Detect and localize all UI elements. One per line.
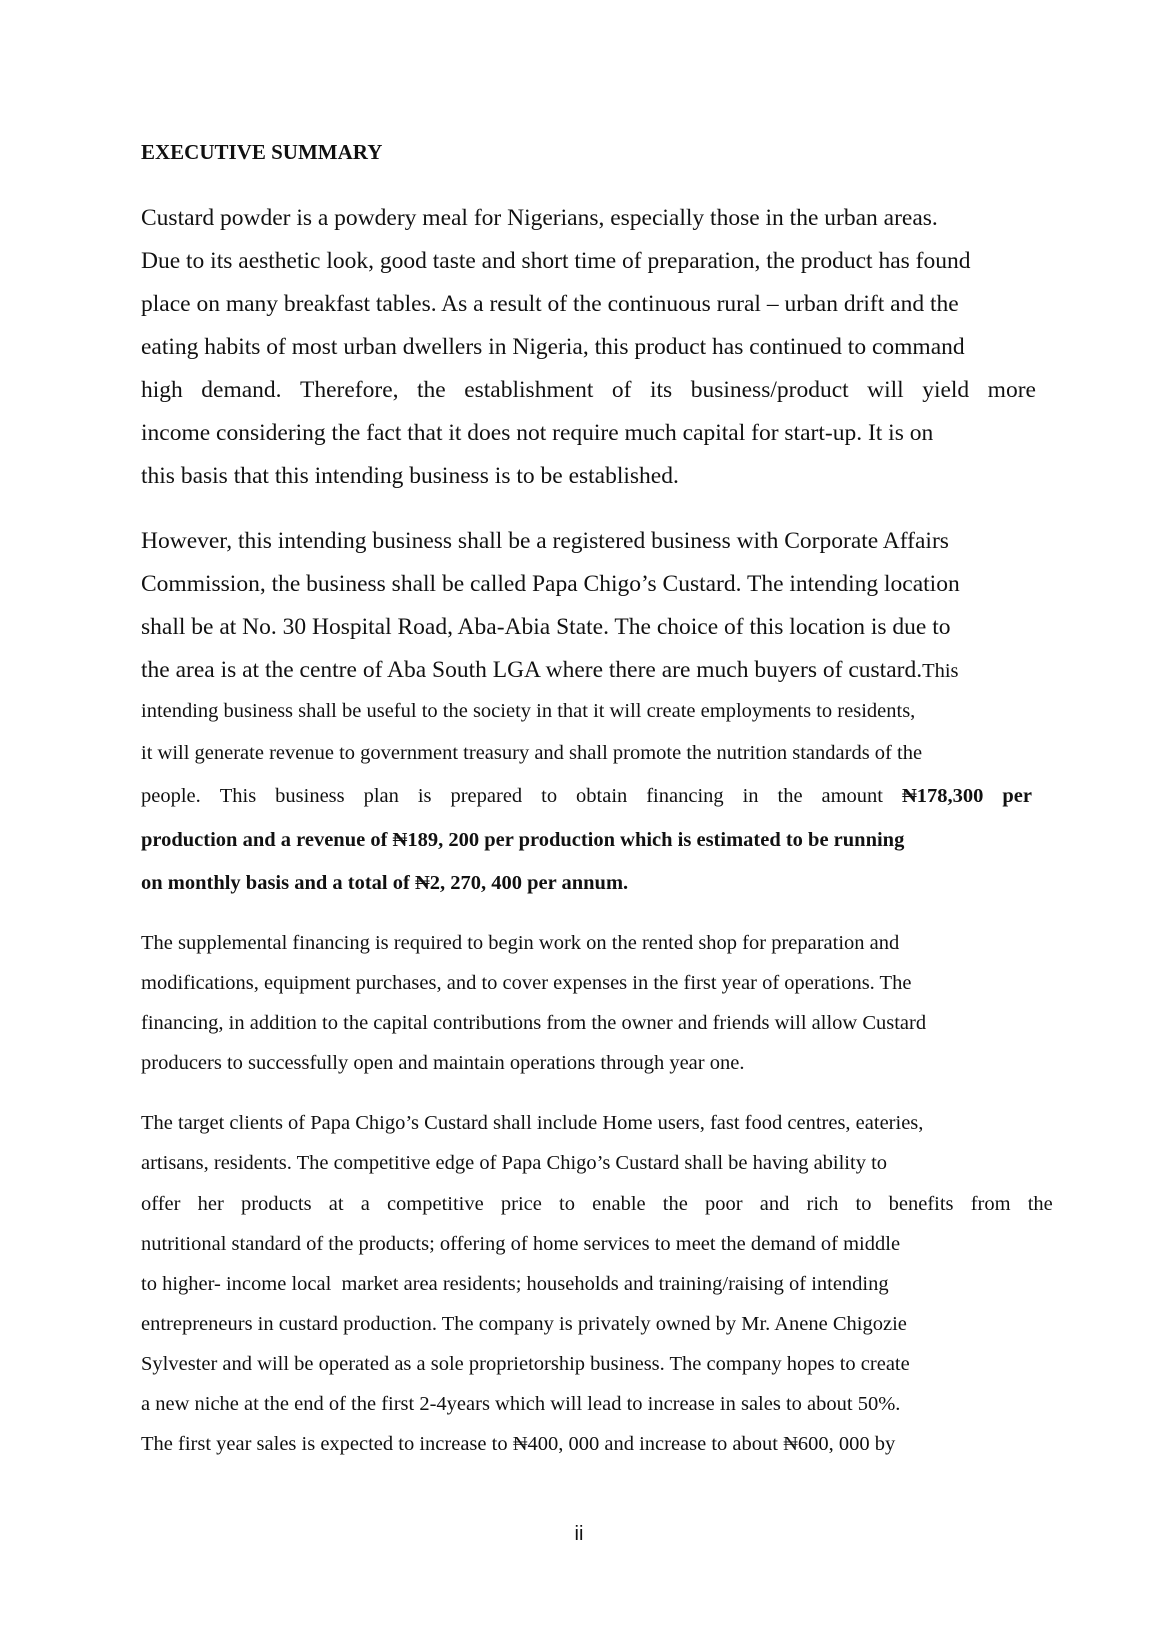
page-number: ii xyxy=(574,1523,584,1545)
text-line: nutritional standard of the products; offering of home services to meet the demand of middle xyxy=(141,1233,901,1255)
word: competitive xyxy=(386,1193,484,1215)
word: offer xyxy=(141,1193,181,1215)
word: poor xyxy=(705,1193,743,1215)
text-line-bold: production and a revenue of ₦189, 200 per production which is estimated to be running xyxy=(141,829,905,851)
text-line-bold: on monthly basis and a total of ₦2, 270, 400 per annum. xyxy=(141,872,629,894)
word: benefits xyxy=(888,1193,954,1215)
word: more xyxy=(987,377,1036,403)
word: price xyxy=(500,1193,542,1215)
word: a xyxy=(360,1193,370,1215)
word: business xyxy=(275,785,345,807)
text-line: income considering the fact that it does not require much capital for start-up. It is on xyxy=(141,420,934,446)
text-line: However, this intending business shall be a registered business with Corporate Affairs xyxy=(141,528,949,554)
text-line: Due to its aesthetic look, good taste and short time of preparation, the product has found xyxy=(141,248,971,274)
text-line: modifications, equipment purchases, and to cover expenses in the first year of operations. The xyxy=(141,972,912,994)
word: amount xyxy=(821,785,884,807)
text-line: artisans, residents. The competitive edge of Papa Chigo’s Custard shall be having ability to xyxy=(141,1152,888,1174)
word: yield xyxy=(922,377,970,403)
word: its xyxy=(649,377,673,403)
amount-bold: ₦178,300 xyxy=(901,785,984,807)
text-segment: This xyxy=(922,660,959,682)
text-line: Sylvester and will be operated as a sole proprietorship business. The company hopes to create xyxy=(141,1353,910,1375)
text-line: intending business shall be useful to the society in that it will create employments to residents, xyxy=(141,700,916,722)
word: obtain xyxy=(576,785,628,807)
word: at xyxy=(328,1193,344,1215)
word: rich xyxy=(806,1193,839,1215)
word: will xyxy=(867,377,904,403)
text-line: shall be at No. 30 Hospital Road, Aba-Abia State. The choice of this location is due to xyxy=(141,614,951,640)
text-line: this basis that this intending business is to be established. xyxy=(141,463,679,489)
word: high xyxy=(141,377,183,403)
text-line: to higher- income local market area residents; households and training/raising of intending xyxy=(141,1273,889,1295)
text-line: The supplemental financing is required to begin work on the rented shop for preparation and xyxy=(141,932,900,954)
word: from xyxy=(970,1193,1011,1215)
text-line: it will generate revenue to government treasury and shall promote the nutrition standards of the xyxy=(141,742,923,764)
text-line: The first year sales is expected to increase to ₦400, 000 and increase to about ₦600, 000 by xyxy=(141,1433,896,1455)
text-line-justified xyxy=(141,785,1032,808)
word: is xyxy=(417,785,432,807)
word: people. xyxy=(141,785,201,807)
word: This xyxy=(219,785,257,807)
text-line: financing, in addition to the capital contributions from the owner and friends will allow Custard xyxy=(141,1012,927,1034)
section-heading: EXECUTIVE SUMMARY xyxy=(141,140,383,164)
word: her xyxy=(197,1193,224,1215)
word: of xyxy=(611,377,632,403)
word: business/product xyxy=(690,377,849,403)
word: the xyxy=(662,1193,688,1215)
text-line: Custard powder is a powdery meal for Nigerians, especially those in the urban areas. xyxy=(141,205,938,231)
text-line: entrepreneurs in custard production. The company is privately owned by Mr. Anene Chigozie xyxy=(141,1313,907,1335)
text-segment: the area is at the centre of Aba South LGA where there are much buyers of custard. xyxy=(141,657,923,683)
word: the xyxy=(777,785,803,807)
text-line: The target clients of Papa Chigo’s Custard shall include Home users, fast food centres, eateries, xyxy=(141,1112,924,1134)
word: Therefore, xyxy=(300,377,399,403)
text-line: Commission, the business shall be called Papa Chigo’s Custard. The intending location xyxy=(141,571,960,597)
word: to xyxy=(541,785,558,807)
text-line-justified xyxy=(141,1193,1053,1216)
word: and xyxy=(759,1193,790,1215)
word: the xyxy=(1027,1193,1053,1215)
word: financing xyxy=(646,785,724,807)
word: prepared xyxy=(450,785,523,807)
word: enable xyxy=(592,1193,646,1215)
word: products xyxy=(240,1193,312,1215)
word: demand. xyxy=(201,377,282,403)
word: to xyxy=(855,1193,872,1215)
text-line: producers to successfully open and maintain operations through year one. xyxy=(141,1052,745,1074)
word: in xyxy=(742,785,759,807)
word-bold: per xyxy=(1002,785,1032,807)
word: establishment xyxy=(464,377,594,403)
text-line: place on many breakfast tables. As a result of the continuous rural – urban drift and the xyxy=(141,291,959,317)
word: plan xyxy=(363,785,399,807)
text-line-justified xyxy=(141,377,1036,404)
text-line: a new niche at the end of the first 2-4years which will lead to increase in sales to about 50%. xyxy=(141,1393,901,1415)
text-line: eating habits of most urban dwellers in Nigeria, this product has continued to command xyxy=(141,334,965,360)
word: the xyxy=(417,377,446,403)
word: to xyxy=(559,1193,575,1215)
text-line xyxy=(141,657,959,684)
